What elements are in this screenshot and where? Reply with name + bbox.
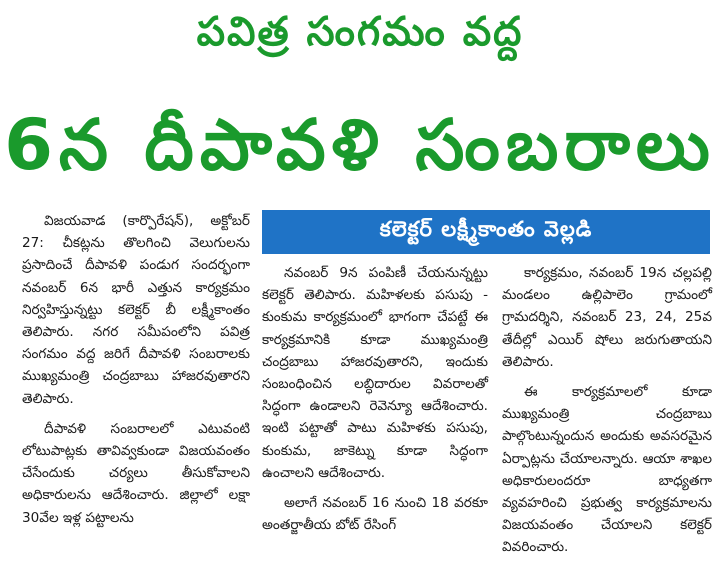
paragraph: నవంబర్ 9న పంపిణీ చేయనున్నట్టు కలెక్టర్ తెలిపారు. మహిళలకు పసుపు - కుంకుమ కార్యక్రమంలో భాగంగా చేపట్టే ఈ కార్యక్రమానికి కూడా ముఖ్యమంత్రి చంద్రబాబు హాజరవుతారని, ఇందుకు సంబంధించిన లబ్ధిదారుల వివరాలతో సిద్ధంగా ఉండాలని రెవెన్యూ ఆదేశించారు. ఇంటి పట్టాతో పాటు మహిళకు పసుపు, కుంకుమ, జాకెట్ను కూడా సిద్ధంగా ఉంచాలని ఆదేశించారు. bbox=[262, 265, 488, 481]
paragraph: దీపావళి సంబరాలలో ఎటువంటి లోటుపాట్లకు తావివ్వకుండా విజయవంతం చేసేందుకు చర్యలు తీసుకోవాలని అధికారులను ఆదేశించారు. జిల్లాలో లక్షా 30వేల ఇళ్ల పట్టాలను bbox=[22, 420, 250, 526]
paragraph: విజయవాడ (కార్పొరేషన్), అక్టోబర్ 27: చీకట్లను తొలగించి వెలుగులను ప్రసాదించే దీపావళి పండుగ సందర్భంగా నవంబర్ 6న భారీ ఎత్తున కార్యక్రమం నిర్వహిస్తున్నట్టు కలెక్టర్ బీ లక్ష్మీకాంతం తెలిపారు. నగర సమీపంలోని పవిత్ర సంగమం వద్ద జరిగే దీపావళి సంబరాలకు ముఖ్యమంత్రి చంద్రబాబు హాజరవుతారని తెలిపారు. bbox=[22, 213, 250, 407]
kicker-heading: పవిత్ర సంగమం వద్ద bbox=[196, 9, 524, 55]
subheading-banner bbox=[262, 210, 710, 254]
paragraph: అలాగే నవంబర్ 16 నుంచి 18 వరకూ అంతర్జాతీయ బోట్ రేసింగ్ bbox=[262, 495, 488, 534]
paragraph: కార్యక్రమం, నవంబర్ 19న చల్లపల్లి మండలం ఉల్లిపాలెం గ్రామంలో గ్రామదర్శిని, నవంబర్ 23, 24, 25వ తేదీల్లో ఎయిర్ షోలు జరుగుతాయని తెలిపారు. bbox=[502, 265, 712, 370]
paragraph: ఈ కార్యక్రమాలలో కూడా ముఖ్యమంత్రి చంద్రబాబు పాల్గొంటున్నందున అందుకు అవసరమైన ఏర్పాట్లను చేయాలన్నారు. ఆయా శాఖల అధికారులందరూ బాధ్యతగా వ్యవహరించి ప్రభుత్వ కార్యక్రమాలను విజయవంతం చేయాలని కలెక్టర్ వివరించారు. bbox=[502, 384, 712, 556]
main-headline: 6న దీపావళి సంబరాలు bbox=[4, 104, 716, 186]
article-column-1 bbox=[22, 210, 250, 529]
subheading-text: కలెక్టర్ లక్ష్మీకాంతం వెల్లడి bbox=[379, 217, 593, 241]
article-column-2 bbox=[262, 262, 488, 536]
article-column-3 bbox=[502, 262, 712, 559]
